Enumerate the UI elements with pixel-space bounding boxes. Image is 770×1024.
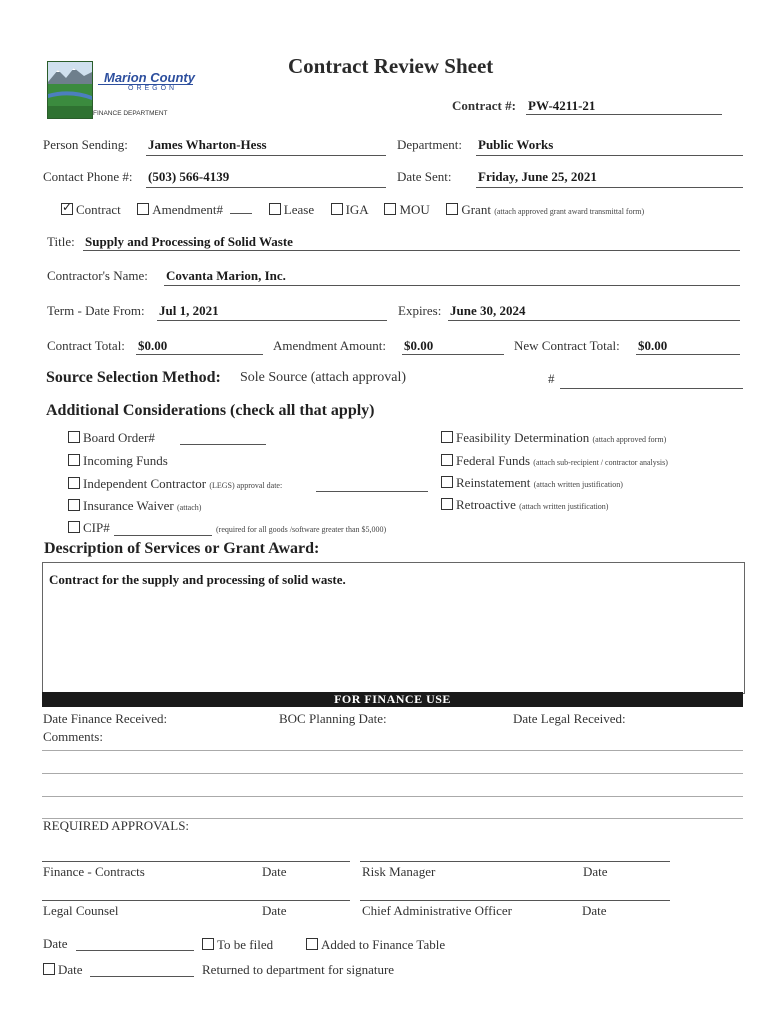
contract-total-value[interactable]: $0.00 [138,338,168,353]
feasibility-label: Feasibility Determination [456,430,590,445]
independent-contractor-line [316,491,428,492]
additional-considerations-heading: Additional Considerations (check all that apply) [46,402,375,419]
insurance-waiver-checkbox[interactable] [68,499,80,511]
incoming-funds-checkbox[interactable] [68,454,80,466]
insurance-waiver-item [68,498,201,514]
source-selection-value[interactable]: Sole Source (attach approval) [240,370,406,385]
legal-counsel-label: Legal Counsel [43,903,119,918]
board-order-item [68,430,155,446]
comments-line-1 [42,750,743,751]
grant-type-label: Grant [461,202,491,217]
amendment-type-label: Amendment# [152,202,224,217]
new-contract-total-line [636,354,740,355]
description-text: Contract for the supply and processing of solid waste. [49,572,346,587]
finance-contracts-signature-line [42,861,350,862]
cao-date-label: Date [582,903,607,918]
amendment-checkbox[interactable] [137,203,149,215]
logo-divider [98,84,193,85]
person-sending-value[interactable]: James Wharton-Hess [148,137,267,152]
cip-checkbox[interactable] [68,521,80,533]
department-value[interactable]: Public Works [478,137,554,152]
finance-contracts-date-label: Date [262,864,287,879]
contractor-name-line [164,285,740,286]
contract-type-label: Contract [76,202,121,217]
amendment-amount-label: Amendment Amount: [273,338,387,353]
date-sent-value[interactable]: Friday, June 25, 2021 [478,169,597,184]
reinstatement-label: Reinstatement [456,475,531,490]
lease-type-label: Lease [283,202,315,217]
person-sending-line [146,155,386,156]
title-label: Title: [47,234,75,249]
mou-checkbox[interactable] [384,203,396,215]
finance-contracts-label: Finance - Contracts [43,864,145,879]
logo-text: Marion County [104,70,195,85]
to-be-filed-checkbox[interactable] [202,938,214,950]
finance-use-bar: FOR FINANCE USE [42,692,743,707]
contract-number-label: Contract #: [452,98,516,113]
cip-line [114,535,212,536]
cip-label: CIP# [83,520,110,535]
description-textbox[interactable] [42,562,745,694]
reinstatement-note: (attach written justification) [533,480,623,489]
required-approvals-heading: REQUIRED APPROVALS: [43,818,190,833]
contract-number-line [526,114,722,115]
incoming-funds-item [68,453,168,469]
person-sending-label: Person Sending: [43,137,128,152]
return-date-item [43,962,83,978]
comments-line-3 [42,796,743,797]
added-finance-table-item [306,937,445,953]
legal-counsel-signature-line [42,900,350,901]
contact-phone-label: Contact Phone #: [43,169,133,184]
board-order-checkbox[interactable] [68,431,80,443]
retroactive-label: Retroactive [456,497,516,512]
feasibility-note: (attach approved form) [592,435,667,444]
date-finance-received-label: Date Finance Received: [43,711,168,726]
retroactive-checkbox[interactable] [441,498,453,510]
filing-date-label: Date [43,936,68,951]
finance-department-caption: FINANCE DEPARTMENT [93,110,168,117]
amendment-amount-line [402,354,504,355]
added-finance-table-label: Added to Finance Table [321,937,446,952]
federal-funds-checkbox[interactable] [441,454,453,466]
page-title: Contract Review Sheet [288,54,494,78]
expires-value[interactable]: June 30, 2024 [450,303,526,318]
title-value[interactable]: Supply and Processing of Solid Waste [85,234,293,249]
contractor-name-label: Contractor's Name: [47,268,148,283]
contact-phone-value[interactable]: (503) 566-4139 [148,169,230,184]
county-logo-image [47,61,93,119]
feasibility-checkbox[interactable] [441,431,453,443]
iga-type-label: IGA [345,202,368,217]
legal-counsel-date-label: Date [262,903,287,918]
iga-checkbox[interactable] [331,203,343,215]
comments-line-2 [42,773,743,774]
federal-funds-note: (attach sub-recipient / contractor analysis) [533,458,668,467]
federal-funds-item [441,453,668,469]
board-order-line [180,444,266,445]
department-line [476,155,743,156]
source-selection-label: Source Selection Method: [46,369,221,386]
to-be-filed-item [202,937,273,953]
return-date-line [90,976,194,977]
source-selection-hash: # [548,371,555,386]
cip-item [68,520,110,536]
contract-total-line [136,354,263,355]
federal-funds-label: Federal Funds [456,453,531,468]
contractor-name-value[interactable]: Covanta Marion, Inc. [166,268,286,283]
term-value[interactable]: Jul 1, 2021 [159,303,219,318]
independent-contractor-label: Independent Contractor [83,476,207,491]
risk-manager-signature-line [360,861,670,862]
insurance-waiver-label: Insurance Waiver [83,498,174,513]
returned-to-department-label: Returned to department for signature [202,962,395,977]
contract-checkbox[interactable] [61,203,73,215]
term-line [157,320,387,321]
new-contract-total-label: New Contract Total: [514,338,620,353]
independent-contractor-item [68,476,282,492]
retroactive-note: (attach written justification) [519,502,609,511]
expires-label: Expires: [398,303,442,318]
reinstatement-checkbox[interactable] [441,476,453,488]
comments-label: Comments: [43,729,103,744]
added-finance-table-checkbox[interactable] [306,938,318,950]
contract-total-label: Contract Total: [47,338,125,353]
type-checkbox-row [61,202,644,218]
expires-line [448,320,740,321]
cao-label: Chief Administrative Officer [362,903,512,918]
lease-checkbox[interactable] [269,203,281,215]
mou-type-label: MOU [399,202,430,217]
cao-signature-line [360,900,670,901]
term-label: Term - Date From: [47,303,145,318]
filing-date-line [76,950,194,951]
logo-subtext: OREGON [128,85,178,92]
board-order-label: Board Order# [83,430,155,445]
return-date-checkbox[interactable] [43,963,55,975]
source-selection-line [560,388,743,389]
grant-note: (attach approved grant award transmittal form) [494,207,645,216]
grant-checkbox[interactable] [446,203,458,215]
return-date-label: Date [58,962,83,977]
boc-planning-date-label: BOC Planning Date: [279,711,387,726]
description-heading: Description of Services or Grant Award: [44,540,320,557]
insurance-waiver-note: (attach) [177,503,202,512]
contract-number-value[interactable]: PW-4211-21 [528,98,596,113]
date-sent-line [476,187,743,188]
independent-contractor-note: (LEGS) approval date: [209,481,283,490]
incoming-funds-label: Incoming Funds [83,453,168,468]
independent-contractor-checkbox[interactable] [68,477,80,489]
new-contract-total-value[interactable]: $0.00 [638,338,668,353]
title-line [83,250,740,251]
to-be-filed-label: To be filed [217,937,274,952]
contact-phone-line [146,187,386,188]
cip-note: (required for all goods /software greater than $5,000) [216,525,387,534]
risk-manager-label: Risk Manager [362,864,436,879]
retroactive-item [441,497,608,513]
risk-manager-date-label: Date [583,864,608,879]
feasibility-item [441,430,666,446]
date-sent-label: Date Sent: [397,169,452,184]
date-legal-received-label: Date Legal Received: [513,711,626,726]
amendment-amount-value[interactable]: $0.00 [404,338,434,353]
department-label: Department: [397,137,462,152]
reinstatement-item [441,475,623,491]
